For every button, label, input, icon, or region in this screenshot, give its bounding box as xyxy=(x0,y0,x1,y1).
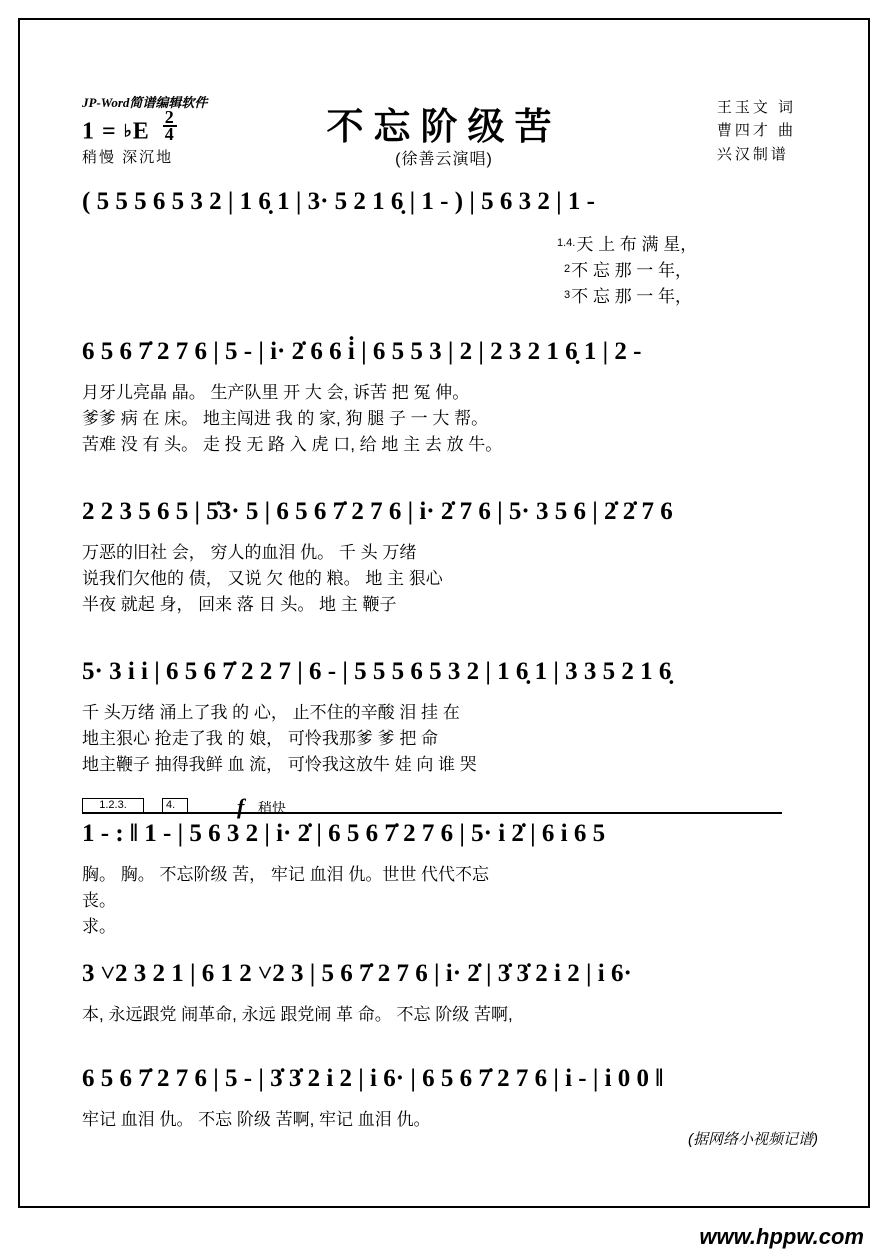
system-4 xyxy=(82,658,812,776)
time-signature-denominator: 4 xyxy=(164,124,175,145)
lyric-line: 说我们欠他的 债， 又说 欠 他的 粮。 地 主 狠心 xyxy=(82,569,443,588)
notation-line: 6 5 6 7̇ 2 7 6 | 5 - | 3̇ 3̇ 2 i 2 | i 6· | 6 5 6 7̇ 2 7 6 | i - | i 0 0 ‖ xyxy=(82,1065,664,1092)
tempo-marking: 稍慢 深沉地 xyxy=(82,149,174,166)
system-1 xyxy=(82,188,812,308)
sheet-music-border xyxy=(18,18,870,1208)
notation-line: 3 ˅2 3 2 1 | 6 1 2 ˅2 3 | 5 6 7̇ 2 7 6 | i· 2̇ | 3̇ 3̇ 2 i 2 | i 6· xyxy=(82,960,632,987)
verse-number: 1.4. xyxy=(557,237,576,249)
lyric-line xyxy=(82,282,812,308)
system-7 xyxy=(82,1065,812,1131)
lyric-line: 牢记 血泪 仇。 不忘 阶级 苦啊, 牢记 血泪 仇。 xyxy=(82,1110,431,1129)
lyric-line: 地主狠心 抢走了我 的 娘， 可怜我那爹 爹 把 命 xyxy=(82,729,439,748)
lyric-line: 月牙儿亮晶 晶。 生产队里 开 大 会, 诉苦 把 冤 伸。 xyxy=(82,383,470,402)
lyric-text: 不 忘 那 一 年， xyxy=(571,261,693,280)
notation-line: 2 2 3 5 6 5 | 5̇3· 5 | 6 5 6 7̇ 2 7 6 | i· 2̇ 7 6 | 5· 3 5 6 | 2̇ 2̇ 7 6 xyxy=(82,498,673,525)
lyric-line: 半夜 就起 身， 回来 落 日 头。 地 主 鞭子 xyxy=(82,595,397,614)
credit-transcriber: 兴汉制谱 xyxy=(716,145,789,163)
watermark: www.hppw.com xyxy=(699,1224,864,1249)
lyric-line: 求。 xyxy=(82,917,116,936)
lyric-line: 本, 永远跟党 闹革命, 永远 跟党闹 革 命。 不忘 阶级 苦啊, xyxy=(82,1005,513,1024)
system-2 xyxy=(82,338,812,456)
credit-composer: 曹四才 曲 xyxy=(716,122,796,140)
system-6 xyxy=(82,960,812,1026)
lyric-line: 丧。 xyxy=(82,891,116,910)
tempo-marking-2: 稍快 xyxy=(258,800,286,816)
flat-symbol: ♭ xyxy=(123,121,133,141)
volta-bracket-2: 4. xyxy=(162,798,188,814)
system-5 xyxy=(82,794,812,938)
performer-subtitle: (徐善云演唱) xyxy=(395,151,493,168)
time-signature-numerator: 2 xyxy=(164,107,175,127)
lyric-line: 爹爹 病 在 床。 地主闯进 我 的 家, 狗 腿 子 一 大 帮。 xyxy=(82,409,489,428)
page-title: 不忘阶级苦 xyxy=(326,106,562,147)
lyric-line: 万恶的旧社 会， 穷人的血泪 仇。 千 头 万绪 xyxy=(82,543,417,562)
system-3 xyxy=(82,498,812,616)
software-tag: JP-Word简谱编辑软件 xyxy=(82,95,208,110)
notation-line: 1 - : ‖ 1 - | 5 6 3 2 | i· 2̇ | 6 5 6 7̇ 2 7 6 | 5· i 2̇ | 6 i 6 5 xyxy=(82,820,606,847)
notation-line: 6 5 6 7̇ 2 7 6 | 5 - | i· 2̇ 6 6 i̇ | 6 5 5 3 | 2 | 2 3 2 1 6̣ 1 | 2 - xyxy=(82,338,642,365)
notation-line: ( 5 5 5 6 5 3 2 | 1 6̣ 1 | 3· 5 2 1 6̣ | 1 - ) | 5 6 3 2 | 1 - xyxy=(82,188,595,215)
lyric-line xyxy=(82,256,812,282)
lyric-line: 苦难 没 有 头。 走 投 无 路 入 虎 口, 给 地 主 去 放 牛。 xyxy=(82,435,503,454)
credits xyxy=(717,96,796,166)
lyric-text: 不 忘 那 一 年， xyxy=(571,287,693,306)
source-footnote: (据网络小视频记谱) xyxy=(688,1131,818,1148)
notation-line: 5· 3 i i | 6 5 6 7̇ 2 2 7 | 6 - | 5 5 5 6 5 3 2 | 1 6̣ 1 | 3 3 5 2 1 6̣ xyxy=(82,658,672,685)
lyric-line: 地主鞭子 抽得我鲜 血 流， 可怜我这放牛 娃 向 谁 哭 xyxy=(82,755,477,774)
verse-number: 3 xyxy=(564,289,571,301)
verse-number: 2 xyxy=(564,263,571,275)
volta-bracket-1: 1.2.3. xyxy=(82,798,144,814)
lyric-text: 天 上 布 满 星， xyxy=(576,235,698,254)
lyric-line xyxy=(82,230,812,256)
key-prefix: 1 = xyxy=(82,118,124,145)
lyric-line: 胸。 胸。 不忘阶级 苦， 牢记 血泪 仇。世世 代代不忘 xyxy=(82,865,490,884)
key-letter: E xyxy=(132,118,150,145)
sheet-music-inner xyxy=(20,20,868,1206)
credit-lyricist: 王玉文 词 xyxy=(716,99,796,116)
dynamic-forte: f xyxy=(237,794,245,819)
lyric-line: 千 头万绪 涌上了我 的 心， 止不住的辛酸 泪 挂 在 xyxy=(82,703,460,722)
